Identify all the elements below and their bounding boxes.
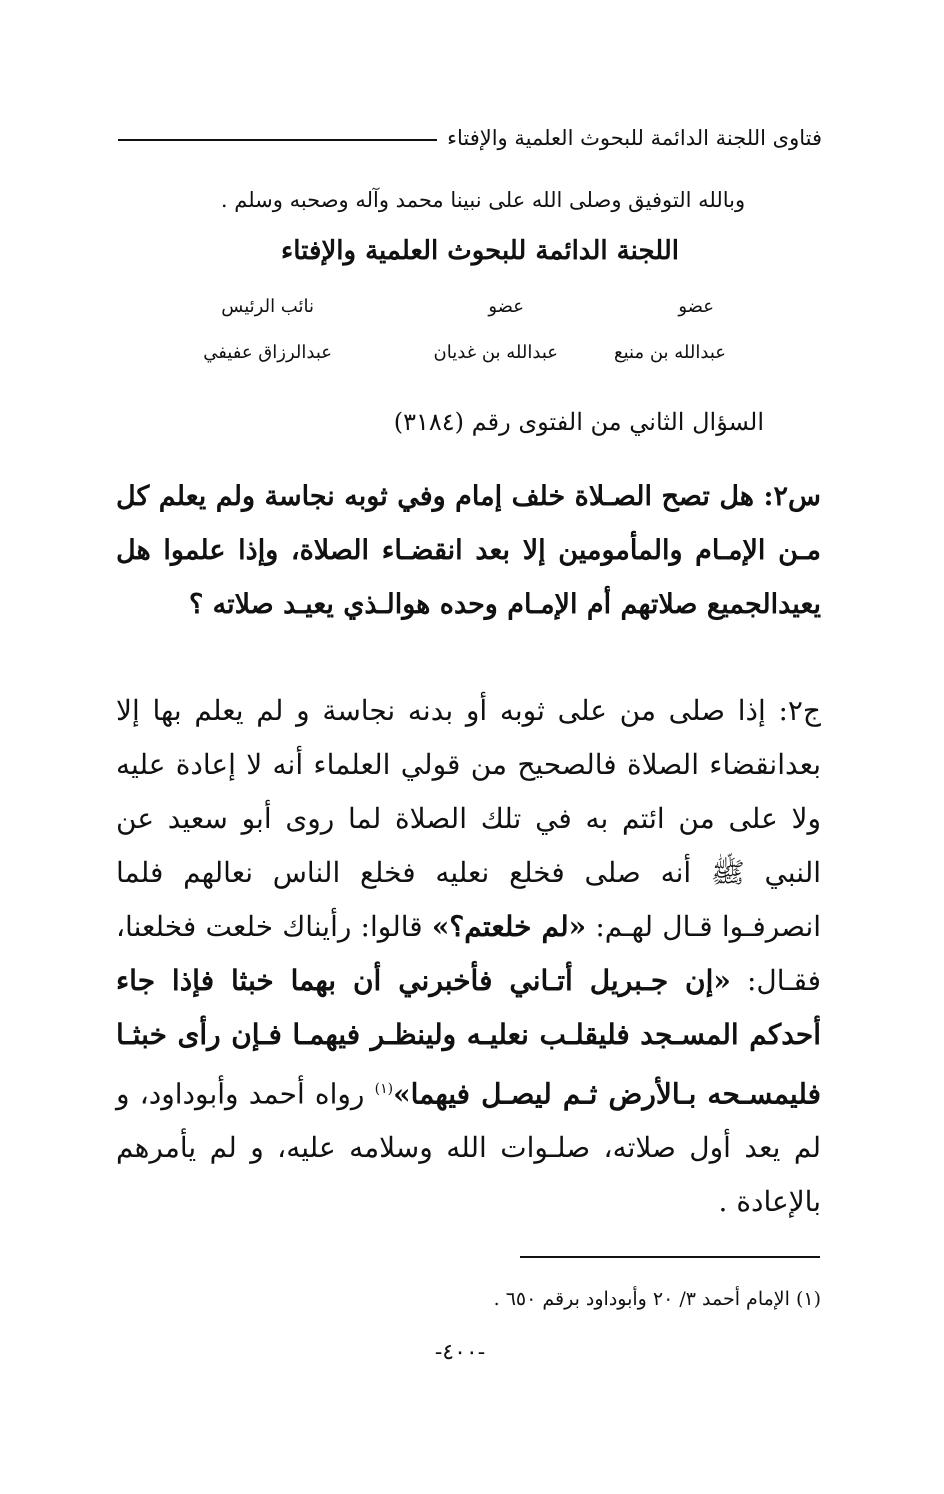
question-heading: السؤال الثاني من الفتوى رقم (٣١٨٤)	[393, 408, 764, 436]
footnote-marker: (١)	[374, 1081, 394, 1097]
committee-name: اللجنة الدائمة للبحوث العلمية والإفتاء	[281, 236, 679, 266]
signatory-2-name: عبدالله بن غديان	[433, 342, 558, 363]
answer-part-1: ج٢: إذا صلى من على ثوبه أو بدنه نجاسة و لم يعلم بها إلا بعدانقضاء الصلاة فالصحيح من قولي العلماء أنه لا إعادة عليه ولا على من ائتم به في تلك الصلاة لما روى أبو سعيد عن النبي ﷺ أنه صلى فخلع نعليه فخلع الناس نعالهم فلما انصرفـوا قـال لهـم:	[116, 694, 822, 943]
signatory-1-role: عضو	[678, 296, 714, 317]
answer-text	[116, 684, 821, 1229]
signatory-3-name: عبدالرزاق عفيفي	[203, 342, 332, 363]
hadith-quote-2: «إن جـبريل أتـاني فأخبرني أن بهما خبثا فإذا جاء أحدكم المسـجد فليقلـب نعليـه ولينظـر فيهمـا فـإن رأى خبثـا فليمسـحه بـالأرض ثـم ليصـل فيهما»	[116, 964, 821, 1111]
signatory-3-role: نائب الرئيس	[221, 296, 314, 317]
closing-prayer: وبالله التوفيق وصلى الله على نبينا محمد وآله وصحبه وسلم .	[220, 188, 746, 212]
footnote: (١) الإمام أحمد ٣/ ٢٠ وأبوداود برقم ٦٥٠ .	[493, 1288, 821, 1310]
hadith-quote-1: «لم خلعتم؟»	[431, 910, 587, 943]
signatory-1-name: عبدالله بن منيع	[614, 342, 726, 363]
answer-part-3: رواه أحمد وأبوداود، و لم يعد أول صلاته، صلـوات الله وسلامه عليه، و لم يأمرهم بالإعادة .	[116, 1077, 821, 1219]
page-number: -٤٠٠-	[434, 1340, 486, 1365]
signatory-2-role: عضو	[488, 296, 524, 317]
question-text: س٢: هل تصح الصـلاة خلف إمام وفي ثوبه نجاسة ولم يعلم كل مـن الإمـام والمأمومين إلا بعد انقضـاء الصلاة، وإذا علموا هل يعيدالجميع صلاتهم أم الإمـام وحده هوالـذي يعيـد صلاته ؟	[116, 481, 821, 620]
footnote-rule	[520, 1256, 820, 1258]
header-rule	[118, 139, 437, 141]
header-title: فتاوى اللجنة الدائمة للبحوث العلمية والإفتاء	[447, 126, 822, 150]
answer-part-2: قالوا: رأيناك خلعت فخلعنا، فقـال:	[116, 910, 821, 997]
running-header	[118, 118, 822, 158]
